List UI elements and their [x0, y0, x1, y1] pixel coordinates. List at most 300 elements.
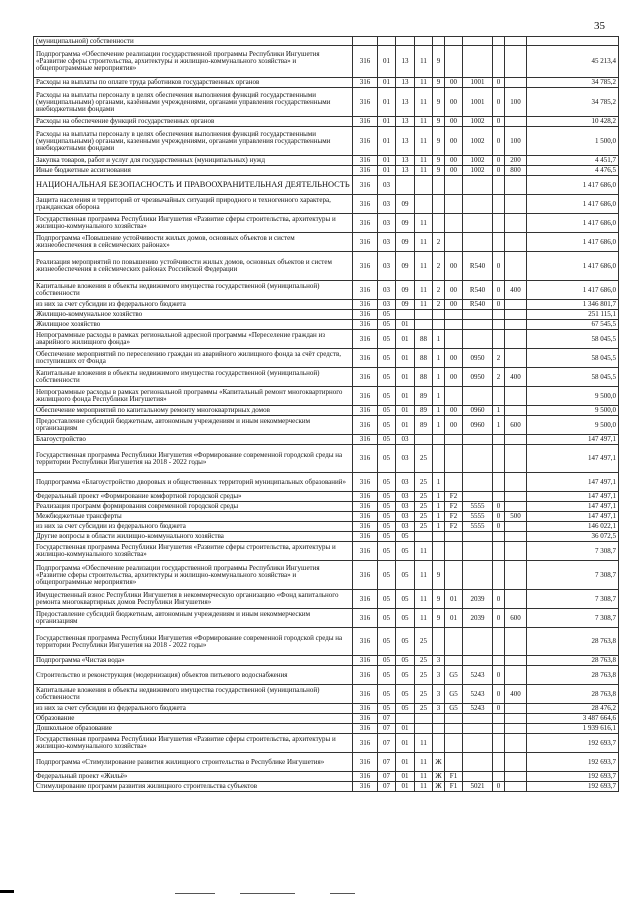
code-cell: 1002 — [463, 127, 493, 156]
code-cell — [493, 435, 505, 445]
code-cell — [505, 656, 527, 666]
code-cell: 11 — [415, 753, 433, 772]
code-cell: 316 — [353, 492, 378, 502]
code-cell: 9 — [433, 590, 445, 609]
table-row — [34, 166, 619, 176]
row-name: из них за счет субсидии из федерального бюджета — [34, 300, 353, 310]
code-cell — [463, 387, 493, 406]
code-cell: 00 — [445, 78, 463, 88]
code-cell: 1 — [433, 368, 445, 387]
code-cell: 9 — [433, 46, 445, 78]
code-cell: 316 — [353, 724, 378, 734]
code-cell: 1 — [433, 512, 445, 522]
code-cell: 07 — [378, 782, 396, 792]
code-cell: 03 — [396, 492, 415, 502]
code-cell: 89 — [415, 387, 433, 406]
code-cell — [505, 532, 527, 542]
amount-cell: 251 115,1 — [527, 310, 619, 320]
amount-cell: 34 785,2 — [527, 88, 619, 117]
amount-cell: 28 763,8 — [527, 628, 619, 656]
code-cell: 03 — [396, 445, 415, 473]
code-cell: 25 — [415, 445, 433, 473]
code-cell — [505, 195, 527, 214]
code-cell: 11 — [415, 609, 433, 628]
code-cell: 05 — [378, 368, 396, 387]
budget-table — [33, 36, 619, 792]
code-cell: 316 — [353, 117, 378, 127]
code-cell: 316 — [353, 502, 378, 512]
code-cell: F2 — [445, 522, 463, 532]
code-cell: 01 — [378, 127, 396, 156]
code-cell: 5243 — [463, 685, 493, 704]
table-row — [34, 117, 619, 127]
code-cell: 00 — [445, 88, 463, 117]
code-cell: 1 — [433, 502, 445, 512]
scan-artifact — [0, 890, 14, 893]
code-cell: 11 — [415, 78, 433, 88]
code-cell: 0 — [493, 156, 505, 166]
code-cell: 0 — [493, 502, 505, 512]
amount-cell: 1 417 686,0 — [527, 214, 619, 233]
code-cell: 2 — [493, 368, 505, 387]
amount-cell: 9 500,0 — [527, 387, 619, 406]
row-name: Государственная программа Республики Ингушетия «Формирование современной городской среды на территории Республики Ингушетия на 2018 - 2022 годы» — [34, 445, 353, 473]
code-cell: 316 — [353, 233, 378, 252]
code-cell: 01 — [396, 349, 415, 368]
code-cell: R540 — [463, 252, 493, 281]
row-name: Обеспечение мероприятий по капитальному ремонту многоквартирных домов — [34, 406, 353, 416]
code-cell: 3 — [433, 666, 445, 685]
row-name: Федеральный проект «Жильё» — [34, 772, 353, 782]
code-cell: 1 — [433, 349, 445, 368]
code-cell — [505, 590, 527, 609]
code-cell: 25 — [415, 502, 433, 512]
row-name: Другие вопросы в области жилищно-коммунального хозяйства — [34, 532, 353, 542]
code-cell — [505, 445, 527, 473]
code-cell: 03 — [396, 435, 415, 445]
row-name: Государственная программа Республики Ингушетия «Развитие сферы строительства, архитектуры и жилищно-коммунального хозяйства» — [34, 734, 353, 753]
table-row — [34, 714, 619, 724]
row-name: Государственная программа Республики Ингушетия «Развитие сферы строительства, архитектуры и жилищно-коммунального хозяйства» — [34, 214, 353, 233]
code-cell: 316 — [353, 753, 378, 772]
code-cell — [445, 724, 463, 734]
code-cell: G5 — [445, 704, 463, 714]
code-cell: 01 — [396, 772, 415, 782]
code-cell: 89 — [415, 416, 433, 435]
code-cell: 1 — [433, 522, 445, 532]
code-cell: 316 — [353, 214, 378, 233]
code-cell: 5555 — [463, 512, 493, 522]
code-cell — [493, 492, 505, 502]
code-cell: 316 — [353, 176, 378, 195]
code-cell — [433, 435, 445, 445]
code-cell: R540 — [463, 300, 493, 310]
amount-cell: 9 500,0 — [527, 416, 619, 435]
code-cell: 01 — [396, 416, 415, 435]
table-row — [34, 685, 619, 704]
code-cell: 03 — [396, 522, 415, 532]
table-row — [34, 127, 619, 156]
code-cell — [493, 473, 505, 492]
code-cell: 1002 — [463, 117, 493, 127]
code-cell: 01 — [396, 753, 415, 772]
code-cell: 9 — [433, 117, 445, 127]
code-cell: 0950 — [463, 349, 493, 368]
code-cell — [463, 628, 493, 656]
row-name: Подпрограмма «Повышение устойчивости жилых домов, основных объектов и систем жизнеобеспечения в сейсмических районах» — [34, 233, 353, 252]
row-name: из них за счет субсидии из федерального бюджета — [34, 704, 353, 714]
code-cell: 316 — [353, 195, 378, 214]
code-cell — [505, 734, 527, 753]
code-cell — [433, 714, 445, 724]
code-cell: 316 — [353, 590, 378, 609]
code-cell: 1 — [433, 416, 445, 435]
code-cell — [505, 628, 527, 656]
code-cell: 316 — [353, 387, 378, 406]
code-cell: 500 — [505, 512, 527, 522]
code-cell: 88 — [415, 330, 433, 349]
row-name: Межбюджетные трансферты — [34, 512, 353, 522]
code-cell: 9 — [433, 609, 445, 628]
code-cell — [396, 37, 415, 46]
amount-cell: 1 417 686,0 — [527, 176, 619, 195]
code-cell — [463, 532, 493, 542]
code-cell: 316 — [353, 127, 378, 156]
table-row — [34, 310, 619, 320]
amount-cell: 9 500,0 — [527, 406, 619, 416]
code-cell — [505, 502, 527, 512]
code-cell: 01 — [396, 724, 415, 734]
code-cell: 316 — [353, 368, 378, 387]
row-name: Закупка товаров, работ и услуг для государственных (муниципальных) нужд — [34, 156, 353, 166]
code-cell: 0 — [493, 666, 505, 685]
code-cell — [463, 435, 493, 445]
code-cell — [505, 724, 527, 734]
code-cell — [445, 233, 463, 252]
code-cell — [505, 214, 527, 233]
code-cell: 25 — [415, 666, 433, 685]
code-cell — [505, 561, 527, 590]
code-cell — [505, 78, 527, 88]
code-cell: G5 — [445, 666, 463, 685]
code-cell: 11 — [415, 542, 433, 561]
row-name: Капитальные вложения в объекты недвижимого имущества государственной (муниципальной) собственности — [34, 281, 353, 300]
code-cell — [463, 310, 493, 320]
code-cell: 13 — [396, 88, 415, 117]
row-name: Государственная программа Республики Ингушетия «Развитие сферы строительства, архитектуры и жилищно-коммунального хозяйства» — [34, 542, 353, 561]
amount-cell — [527, 37, 619, 46]
row-name: Реализация мероприятий по повышению устойчивости жилых домов, основных объектов и систем жизнеобеспечения в сейсмических районах Российской Федерации — [34, 252, 353, 281]
code-cell — [505, 704, 527, 714]
code-cell: 9 — [433, 88, 445, 117]
code-cell — [493, 310, 505, 320]
code-cell: 316 — [353, 281, 378, 300]
code-cell — [445, 320, 463, 330]
table-row — [34, 406, 619, 416]
code-cell — [493, 233, 505, 252]
amount-cell: 147 497,1 — [527, 502, 619, 512]
code-cell — [493, 214, 505, 233]
code-cell — [445, 445, 463, 473]
code-cell: 05 — [378, 330, 396, 349]
code-cell: 0 — [493, 166, 505, 176]
table-row — [34, 542, 619, 561]
table-row — [34, 37, 619, 46]
code-cell: Ж — [433, 782, 445, 792]
table-row — [34, 473, 619, 492]
table-row — [34, 445, 619, 473]
code-cell — [505, 320, 527, 330]
code-cell: 316 — [353, 300, 378, 310]
code-cell: 25 — [415, 512, 433, 522]
code-cell: 1002 — [463, 166, 493, 176]
code-cell: 5243 — [463, 704, 493, 714]
code-cell: 09 — [396, 214, 415, 233]
code-cell — [445, 561, 463, 590]
code-cell: 0 — [493, 78, 505, 88]
code-cell: 05 — [378, 320, 396, 330]
code-cell: 0 — [493, 609, 505, 628]
code-cell — [463, 176, 493, 195]
amount-cell: 1 417 686,0 — [527, 281, 619, 300]
code-cell: 1 — [433, 492, 445, 502]
code-cell: 316 — [353, 561, 378, 590]
code-cell: 316 — [353, 88, 378, 117]
code-cell: 13 — [396, 117, 415, 127]
code-cell — [433, 628, 445, 656]
amount-cell: 192 693,7 — [527, 753, 619, 772]
amount-cell: 58 045,5 — [527, 330, 619, 349]
code-cell: 05 — [396, 532, 415, 542]
table-row — [34, 532, 619, 542]
row-name: Расходы на выплаты персоналу в целях обеспечения выполнения функций государственными (муниципальными) органами, казенными учреждениями, органами управления государственными внебюджетными фондами — [34, 127, 353, 156]
code-cell: 89 — [415, 406, 433, 416]
row-name: Предоставление субсидий бюджетным, автономным учреждениям и иным некоммерческим организациям — [34, 609, 353, 628]
code-cell — [415, 724, 433, 734]
code-cell: 1 — [433, 473, 445, 492]
code-cell — [445, 387, 463, 406]
code-cell: 25 — [415, 522, 433, 532]
code-cell: 05 — [378, 656, 396, 666]
code-cell: 01 — [378, 117, 396, 127]
code-cell — [493, 320, 505, 330]
code-cell: 9 — [433, 156, 445, 166]
table-row — [34, 772, 619, 782]
table-row — [34, 753, 619, 772]
code-cell — [433, 214, 445, 233]
code-cell — [396, 310, 415, 320]
amount-cell: 7 308,7 — [527, 542, 619, 561]
code-cell: 316 — [353, 310, 378, 320]
amount-cell: 58 045,5 — [527, 349, 619, 368]
code-cell — [433, 195, 445, 214]
code-cell — [505, 176, 527, 195]
code-cell: 05 — [378, 435, 396, 445]
code-cell: 01 — [396, 320, 415, 330]
code-cell — [433, 542, 445, 561]
code-cell: 05 — [396, 561, 415, 590]
code-cell: 05 — [378, 590, 396, 609]
code-cell — [445, 628, 463, 656]
code-cell: 0950 — [463, 368, 493, 387]
code-cell: 0 — [493, 512, 505, 522]
code-cell: 400 — [505, 685, 527, 704]
code-cell: 316 — [353, 734, 378, 753]
amount-cell: 67 545,5 — [527, 320, 619, 330]
code-cell: 01 — [396, 782, 415, 792]
table-row — [34, 416, 619, 435]
code-cell — [463, 772, 493, 782]
scan-artifact — [175, 893, 215, 894]
code-cell — [396, 714, 415, 724]
code-cell — [505, 37, 527, 46]
code-cell — [463, 445, 493, 473]
code-cell: 5555 — [463, 502, 493, 512]
code-cell: 11 — [415, 590, 433, 609]
code-cell: 09 — [396, 195, 415, 214]
code-cell — [433, 724, 445, 734]
table-row — [34, 349, 619, 368]
code-cell — [445, 473, 463, 492]
code-cell — [505, 782, 527, 792]
code-cell — [493, 542, 505, 561]
table-row — [34, 176, 619, 195]
code-cell — [505, 330, 527, 349]
code-cell: 316 — [353, 166, 378, 176]
table-row — [34, 666, 619, 685]
code-cell: 05 — [378, 416, 396, 435]
code-cell: 2 — [433, 252, 445, 281]
code-cell: 88 — [415, 349, 433, 368]
code-cell — [445, 176, 463, 195]
code-cell: 1 — [433, 330, 445, 349]
code-cell: 00 — [445, 166, 463, 176]
code-cell: 11 — [415, 233, 433, 252]
amount-cell: 7 308,7 — [527, 590, 619, 609]
code-cell — [463, 656, 493, 666]
amount-cell: 28 476,2 — [527, 704, 619, 714]
code-cell: 0 — [493, 590, 505, 609]
table-row — [34, 156, 619, 166]
amount-cell: 147 497,1 — [527, 512, 619, 522]
row-name: из них за счет субсидии из федерального бюджета — [34, 522, 353, 532]
code-cell: 05 — [396, 590, 415, 609]
code-cell — [505, 387, 527, 406]
code-cell: 800 — [505, 166, 527, 176]
amount-cell: 192 693,7 — [527, 734, 619, 753]
code-cell — [463, 233, 493, 252]
amount-cell: 1 346 801,7 — [527, 300, 619, 310]
code-cell: 11 — [415, 166, 433, 176]
code-cell: 2 — [433, 233, 445, 252]
code-cell — [505, 406, 527, 416]
code-cell — [493, 628, 505, 656]
code-cell: 11 — [415, 214, 433, 233]
code-cell: 05 — [378, 512, 396, 522]
code-cell: 0 — [493, 685, 505, 704]
code-cell — [463, 214, 493, 233]
code-cell: 1 — [493, 406, 505, 416]
code-cell — [493, 195, 505, 214]
row-name: Жилищное хозяйство — [34, 320, 353, 330]
code-cell: 05 — [378, 522, 396, 532]
code-cell: 2 — [433, 300, 445, 310]
code-cell — [463, 473, 493, 492]
code-cell: 01 — [396, 330, 415, 349]
code-cell — [463, 46, 493, 78]
amount-cell: 192 693,7 — [527, 772, 619, 782]
code-cell: 9 — [433, 561, 445, 590]
code-cell — [463, 37, 493, 46]
row-name: Подпрограмма «Благоустройство дворовых и общественных территорий муниципальных образований» — [34, 473, 353, 492]
amount-cell: 4 451,7 — [527, 156, 619, 166]
code-cell: 05 — [378, 473, 396, 492]
code-cell: 316 — [353, 330, 378, 349]
code-cell: 05 — [378, 502, 396, 512]
code-cell: 00 — [445, 252, 463, 281]
code-cell: 0 — [493, 522, 505, 532]
table-row — [34, 734, 619, 753]
code-cell: 3 — [433, 656, 445, 666]
code-cell: 07 — [378, 772, 396, 782]
code-cell: 05 — [378, 349, 396, 368]
table-row — [34, 704, 619, 714]
code-cell: 01 — [396, 387, 415, 406]
amount-cell: 3 487 664,6 — [527, 714, 619, 724]
code-cell — [463, 320, 493, 330]
code-cell — [445, 195, 463, 214]
code-cell: 316 — [353, 406, 378, 416]
scan-artifact — [330, 893, 355, 894]
code-cell — [445, 330, 463, 349]
code-cell: 05 — [378, 532, 396, 542]
code-cell: 05 — [378, 561, 396, 590]
row-name: Расходы на выплаты персоналу в целях обеспечения выполнения функций государственными (муниципальными) органами, казёнными учреждениями, органами управления государственными внебюджетными фондами — [34, 88, 353, 117]
code-cell: 316 — [353, 320, 378, 330]
code-cell: 07 — [378, 753, 396, 772]
code-cell: 00 — [445, 281, 463, 300]
code-cell: 600 — [505, 609, 527, 628]
code-cell: 05 — [378, 542, 396, 561]
amount-cell: 10 428,2 — [527, 117, 619, 127]
code-cell: 316 — [353, 609, 378, 628]
code-cell: 01 — [445, 609, 463, 628]
code-cell: 1001 — [463, 88, 493, 117]
row-name: Подпрограмма «Обеспечение реализации государственной программы Республики Ингушетия «Развитие сферы строительства, архитектуры и жилищно-коммунального хозяйства» и общепрограммные мероприятия» — [34, 46, 353, 78]
code-cell — [433, 176, 445, 195]
amount-cell: 36 072,5 — [527, 532, 619, 542]
row-name: Капитальные вложения в объекты недвижимого имущества государственной (муниципальной) собственности — [34, 368, 353, 387]
code-cell: 01 — [396, 734, 415, 753]
code-cell: R540 — [463, 281, 493, 300]
code-cell: 00 — [445, 416, 463, 435]
code-cell — [493, 387, 505, 406]
code-cell — [493, 46, 505, 78]
code-cell: F2 — [445, 512, 463, 522]
amount-cell: 28 763,8 — [527, 666, 619, 685]
code-cell — [415, 532, 433, 542]
code-cell: 11 — [415, 252, 433, 281]
table-row — [34, 522, 619, 532]
code-cell: 316 — [353, 512, 378, 522]
code-cell — [445, 734, 463, 753]
code-cell: 13 — [396, 156, 415, 166]
code-cell: 03 — [396, 502, 415, 512]
code-cell: 400 — [505, 368, 527, 387]
code-cell: 5555 — [463, 522, 493, 532]
code-cell — [493, 330, 505, 349]
row-name: Жилищно-коммунальное хозяйство — [34, 310, 353, 320]
